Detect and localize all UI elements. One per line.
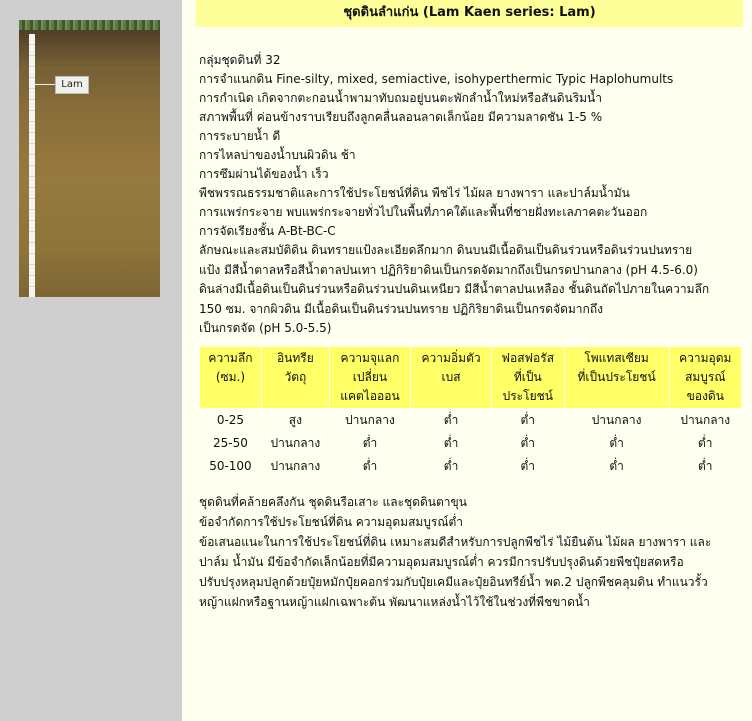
table-cell: 0-25: [216, 412, 245, 427]
table-cell: ต่ำ: [698, 435, 713, 450]
info-line: การจำแนกดิน Fine-silty, mixed, semiactive, isohyperthermic Typic Haplohumults: [199, 72, 674, 86]
table-row: [200, 455, 742, 478]
photo-label: Lam: [55, 76, 89, 94]
table-cell: ต่ำ: [520, 435, 536, 450]
characteristics-line: ลักษณะและสมบัติดิน ดินทรายแป้งละเอียดลึกมาก ดินบนมีเนื้อดินเป็นดินร่วนหรือดินร่วนปนทราย: [199, 243, 693, 257]
info-line: การไหลบ่าของน้ำบนผิวดิน ช้า: [199, 148, 356, 162]
notes-line: ชุดดินที่คล้ายคลึงกัน ชุดดินรือเสาะ และชุดดินตาขุน: [199, 494, 467, 509]
characteristics-line: ดินล่างมีเนื้อดินเป็นดินร่วนหรือดินร่วนปนดินเหนียว มีสีน้ำตาลปนเหลือง ชั้นดินถัดไปภายในความลึก: [199, 282, 710, 296]
info-line: การกำเนิด เกิดจากตะกอนน้ำพามาทับถมอยู่บนตะพักลำน้ำใหม่หรือสันดินริมน้ำ: [199, 91, 602, 105]
table-cell: ปานกลาง: [591, 412, 642, 427]
notes-line: ปรับปรุงหลุมปลูกด้วยปุ๋ยหมักปุ๋ยคอกร่วมกับปุ๋ยเคมีและปุ๋ยอินทรีย์น้ำ พด.2 ปลูกพืชคลุมดิน ทำแนวรั้ว: [199, 574, 708, 589]
header-base-saturation: ความอิ่มตัว เบส: [411, 346, 492, 408]
table-cell: ปานกลาง: [680, 412, 731, 427]
measuring-tape: [29, 34, 35, 297]
table-cell: 50-100: [209, 458, 252, 473]
soil-characteristics: [199, 241, 744, 339]
table-cell: ต่ำ: [443, 458, 459, 473]
header-cec: ความจุแลก เปลี่ยน แคตไอออน: [329, 346, 410, 408]
table-cell: ต่ำ: [698, 458, 713, 473]
table-cell: ต่ำ: [520, 412, 536, 427]
info-line: การแพร่กระจาย พบแพร่กระจายทั่วไปในพื้นที่ภาคใต้และพื้นที่ชายฝั่งทะเลภาคตะวันออก: [199, 205, 648, 219]
table-row: [200, 432, 742, 455]
header-fertility: ความอุดม สมบูรณ์ ของดิน: [669, 346, 741, 408]
header-phosphorus: ฟอสฟอรัส ที่เป็น ประโยชน์: [492, 346, 565, 408]
page-title: ชุดดินลำแก่น (Lam Kaen series: Lam): [196, 0, 743, 27]
characteristics-line: เป็นกรดจัด (pH 5.0-5.5): [199, 321, 332, 335]
notes-line: ข้อเสนอแนะในการใช้ประโยชน์ที่ดิน เหมาะสมดีสำหรับการปลูกพืชไร่ ไม้ยืนต้น ไม้ผล ยางพารา และ: [199, 534, 712, 549]
table-cell: สูง: [288, 412, 302, 427]
table-cell: ต่ำ: [443, 412, 459, 427]
left-sidebar: [0, 0, 182, 721]
info-line: พืชพรรณธรรมชาติและการใช้ประโยชน์ที่ดิน พืชไร่ ไม้ผล ยางพารา และปาล์มน้ำมัน: [199, 186, 630, 200]
table-cell: ปานกลาง: [270, 435, 321, 450]
characteristics-line: 150 ซม. จากผิวดิน มีเนื้อดินเป็นดินร่วนปนทราย ปฏิกิริยาดินเป็นกรดจัดมากถึง: [199, 301, 603, 316]
table-cell: ต่ำ: [609, 458, 624, 473]
notes-line: หญ้าแฝกหรือฐานหญ้าแฝกเฉพาะต้น พัฒนาแหล่งน้ำไว้ใช้ในช่วงที่พืชขาดน้ำ: [199, 594, 590, 609]
header-organic-matter: อินทรีย วัตถุ: [261, 346, 329, 408]
soil-properties-table: [199, 346, 742, 478]
notes-line: ข้อจำกัดการใช้ประโยชน์ที่ดิน ความอุดมสมบูรณ์ต่ำ: [199, 514, 464, 529]
table-row: [200, 408, 742, 432]
info-line: การจัดเรียงชั้น A-Bt-BC-C: [199, 224, 336, 238]
grass-layer: [19, 20, 160, 30]
table-cell: ต่ำ: [443, 435, 459, 450]
notes-section: [199, 492, 744, 612]
label-pointer: [35, 84, 55, 85]
notes-line: ปาล์ม น้ำมัน มีข้อจำกัดเล็กน้อยที่มีความอุดมสมบูรณ์ต่ำ ควรมีการปรับปรุงดินด้วยพืชปุ๋ยสดหรือ: [199, 554, 684, 569]
table-header-row: [200, 346, 742, 408]
table-cell: ต่ำ: [609, 435, 624, 450]
info-line: การซึมผ่านได้ของน้ำ เร็ว: [199, 167, 329, 181]
info-line: สภาพพื้นที่ ค่อนข้างราบเรียบถึงลูกคลื่นลอนลาดเล็กน้อย มีความลาดชัน 1-5 %: [199, 110, 603, 124]
info-line: การระบายน้ำ ดี: [199, 129, 281, 143]
header-depth: ความลึก (ซม.): [200, 346, 262, 408]
characteristics-line: แป้ง มีสีน้ำตาลหรือสีน้ำตาลปนเทา ปฏิกิริยาดินเป็นกรดจัดมากถึงเป็นกรดปานกลาง (pH 4.5-6.0): [199, 262, 698, 277]
header-potassium: โพแทสเซียม ที่เป็นประโยชน์: [564, 346, 669, 408]
table-cell: 25-50: [213, 435, 248, 450]
table-cell: ปานกลาง: [270, 458, 321, 473]
table-cell: ต่ำ: [362, 458, 378, 473]
table-cell: ต่ำ: [520, 458, 536, 473]
main-content: [199, 51, 744, 612]
table-cell: ปานกลาง: [345, 412, 395, 427]
info-line: กลุ่มชุดดินที่ 32: [199, 53, 281, 67]
topsoil-layer: [19, 30, 160, 70]
soil-profile-photo: [19, 20, 160, 297]
table-cell: ต่ำ: [362, 435, 378, 450]
